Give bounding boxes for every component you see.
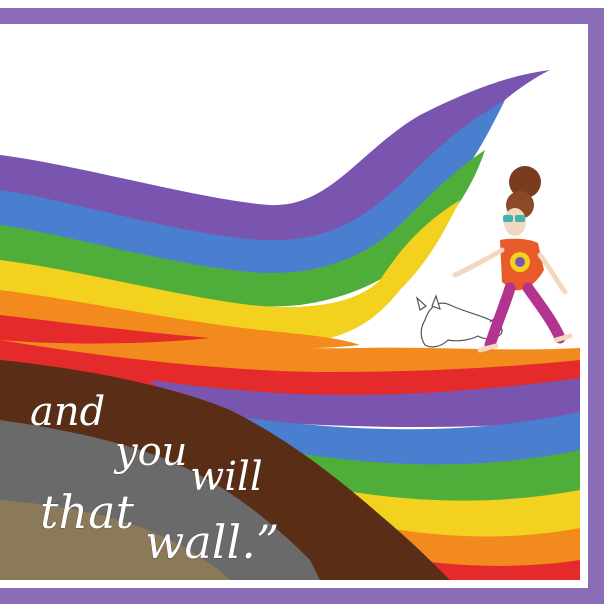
girl-glasses-right (515, 215, 525, 222)
caption-line-wall: wall.” (145, 515, 280, 569)
caption-line-that: that (40, 485, 135, 539)
caption-line-and: and (30, 389, 106, 435)
girl-glasses-left (503, 215, 513, 222)
caption-line-will: will (190, 454, 263, 500)
girl-shirt-tiedye-inner (515, 257, 525, 267)
caption-line-you: you (115, 429, 188, 475)
